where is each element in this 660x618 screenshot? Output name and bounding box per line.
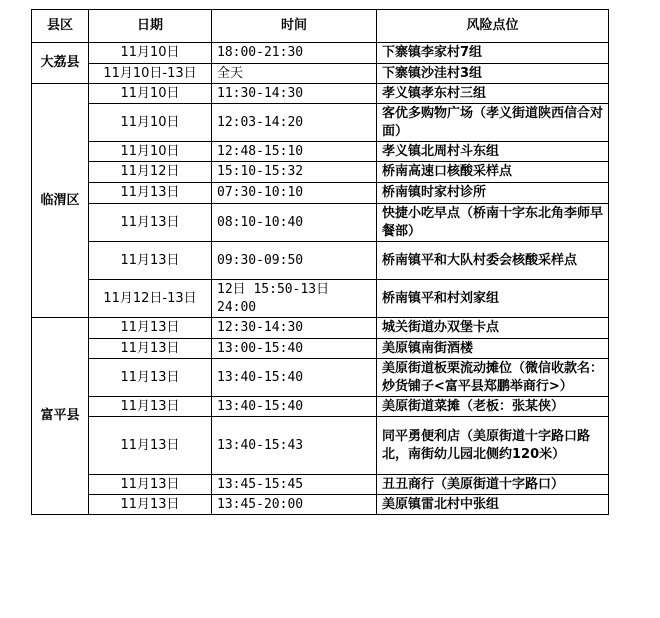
header-date: 日期 bbox=[89, 10, 212, 43]
date-cell: 11月10日 bbox=[89, 142, 212, 162]
location-cell: 美原街道板栗流动摊位（微信收款名：炒货铺子<富平县郑鹏举商行>） bbox=[377, 359, 609, 397]
table-row bbox=[32, 142, 609, 162]
time-cell: 12:30-14:30 bbox=[212, 318, 377, 339]
table-row bbox=[32, 43, 609, 64]
time-cell: 13:45-15:45 bbox=[212, 475, 377, 495]
time-cell: 18:00-21:30 bbox=[212, 43, 377, 64]
date-cell: 11月13日 bbox=[89, 242, 212, 280]
table-row bbox=[32, 397, 609, 417]
time-cell: 13:40-15:40 bbox=[212, 397, 377, 417]
table-row bbox=[32, 104, 609, 142]
date-cell: 11月13日 bbox=[89, 417, 212, 475]
header-county: 县区 bbox=[32, 10, 89, 43]
date-cell: 11月10日 bbox=[89, 104, 212, 142]
location-cell: 桥南镇时家村诊所 bbox=[377, 183, 609, 204]
date-cell: 11月13日 bbox=[89, 204, 212, 242]
time-cell: 13:00-15:40 bbox=[212, 339, 377, 359]
location-cell: 美原镇南街酒楼 bbox=[377, 339, 609, 359]
table-row bbox=[32, 339, 609, 359]
table-row bbox=[32, 204, 609, 242]
table-row bbox=[32, 417, 609, 475]
date-cell: 11月10日 bbox=[89, 84, 212, 104]
date-cell: 11月13日 bbox=[89, 183, 212, 204]
location-cell: 同平勇便利店（美原街道十字路口路北，南街幼儿园北侧约120米） bbox=[377, 417, 609, 475]
date-cell: 11月12日 bbox=[89, 162, 212, 183]
table-row bbox=[32, 162, 609, 183]
header-location: 风险点位 bbox=[377, 10, 609, 43]
location-cell: 孝义镇北周村斗东组 bbox=[377, 142, 609, 162]
date-cell: 11月10日 bbox=[89, 43, 212, 64]
date-cell: 11月13日 bbox=[89, 359, 212, 397]
date-cell: 11月13日 bbox=[89, 318, 212, 339]
table-row bbox=[32, 183, 609, 204]
time-cell: 13:40-15:40 bbox=[212, 359, 377, 397]
table-row bbox=[32, 64, 609, 84]
location-cell: 客优多购物广场（孝义街道陕西信合对面） bbox=[377, 104, 609, 142]
time-cell: 08:10-10:40 bbox=[212, 204, 377, 242]
location-cell: 下寨镇沙洼村3组 bbox=[377, 64, 609, 84]
table-row bbox=[32, 318, 609, 339]
location-cell: 桥南镇平和村刘家组 bbox=[377, 280, 609, 318]
header-row bbox=[32, 10, 609, 43]
time-cell: 13:40-15:43 bbox=[212, 417, 377, 475]
date-cell: 11月13日 bbox=[89, 339, 212, 359]
time-cell: 11:30-14:30 bbox=[212, 84, 377, 104]
risk-locations-table bbox=[31, 9, 609, 515]
county-cell: 临渭区 bbox=[32, 84, 89, 318]
location-cell: 美原街道菜摊（老板：张某侠） bbox=[377, 397, 609, 417]
location-cell: 下寨镇李家村7组 bbox=[377, 43, 609, 64]
table-row bbox=[32, 242, 609, 280]
table-row bbox=[32, 84, 609, 104]
location-cell: 美原镇雷北村中张组 bbox=[377, 495, 609, 515]
county-cell: 大荔县 bbox=[32, 43, 89, 84]
location-cell: 丑丑商行（美原街道十字路口） bbox=[377, 475, 609, 495]
time-cell: 09:30-09:50 bbox=[212, 242, 377, 280]
county-cell: 富平县 bbox=[32, 318, 89, 515]
table-row bbox=[32, 495, 609, 515]
date-cell: 11月12日-13日 bbox=[89, 280, 212, 318]
table-row bbox=[32, 475, 609, 495]
time-cell: 13:45-20:00 bbox=[212, 495, 377, 515]
header-time: 时间 bbox=[212, 10, 377, 43]
time-cell: 12日 15:50-13日 24:00 bbox=[212, 280, 377, 318]
date-cell: 11月13日 bbox=[89, 397, 212, 417]
date-cell: 11月13日 bbox=[89, 475, 212, 495]
location-cell: 孝义镇孝东村三组 bbox=[377, 84, 609, 104]
date-cell: 11月13日 bbox=[89, 495, 212, 515]
time-cell: 12:03-14:20 bbox=[212, 104, 377, 142]
location-cell: 桥南镇平和大队村委会核酸采样点 bbox=[377, 242, 609, 280]
location-cell: 桥南高速口核酸采样点 bbox=[377, 162, 609, 183]
time-cell: 07:30-10:10 bbox=[212, 183, 377, 204]
time-cell: 15:10-15:32 bbox=[212, 162, 377, 183]
table-row bbox=[32, 280, 609, 318]
location-cell: 城关街道办双堡卡点 bbox=[377, 318, 609, 339]
table-body bbox=[32, 43, 609, 515]
time-cell: 全天 bbox=[212, 64, 377, 84]
table-row bbox=[32, 359, 609, 397]
location-cell: 快捷小吃早点（桥南十字东北角李师早餐部） bbox=[377, 204, 609, 242]
time-cell: 12:48-15:10 bbox=[212, 142, 377, 162]
date-cell: 11月10日-13日 bbox=[89, 64, 212, 84]
